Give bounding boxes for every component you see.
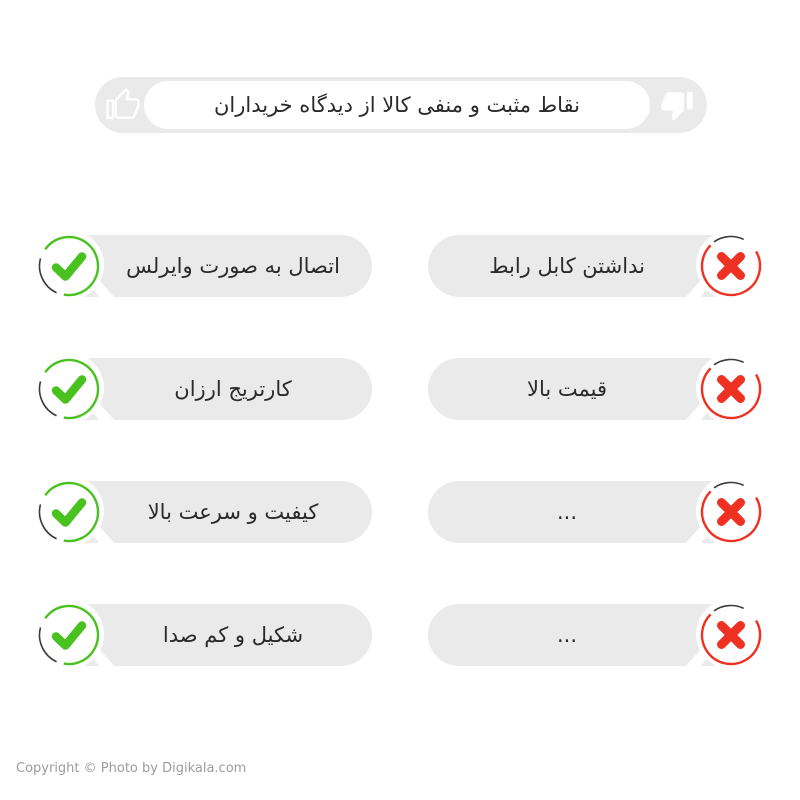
cons-label: نداشتن کابل رابط [489, 254, 645, 278]
pros-item [38, 481, 372, 543]
header-title-pill [144, 81, 650, 129]
pros-item [38, 358, 372, 420]
cons-item [428, 358, 762, 420]
cons-item [428, 235, 762, 297]
check-icon [37, 234, 101, 298]
cross-icon [699, 234, 763, 298]
pros-item [38, 604, 372, 666]
pros-label: کارتریج ارزان [174, 377, 292, 401]
cross-icon [699, 480, 763, 544]
check-icon [37, 357, 101, 421]
page-title: نقاط مثبت و منفی کالا از دیدگاه خریداران [213, 93, 581, 117]
pros-label: اتصال به صورت وایرلس [126, 254, 340, 278]
header-banner [95, 77, 707, 133]
check-icon [37, 603, 101, 667]
cons-item [428, 481, 762, 543]
pros-label: شکیل و کم صدا [162, 623, 304, 647]
copyright-text: Copyright © Photo by Digikala.com [16, 761, 247, 776]
cons-item [428, 604, 762, 666]
cons-label: قیمت بالا [526, 377, 608, 401]
thumbs-up-icon [106, 88, 140, 122]
cons-label: ... [556, 500, 578, 524]
check-icon [37, 480, 101, 544]
thumbs-down-icon [660, 88, 694, 122]
cross-icon [699, 357, 763, 421]
cons-label: ... [556, 623, 578, 647]
cross-icon [699, 603, 763, 667]
pros-label: کیفیت و سرعت بالا [147, 500, 319, 524]
pros-item [38, 235, 372, 297]
